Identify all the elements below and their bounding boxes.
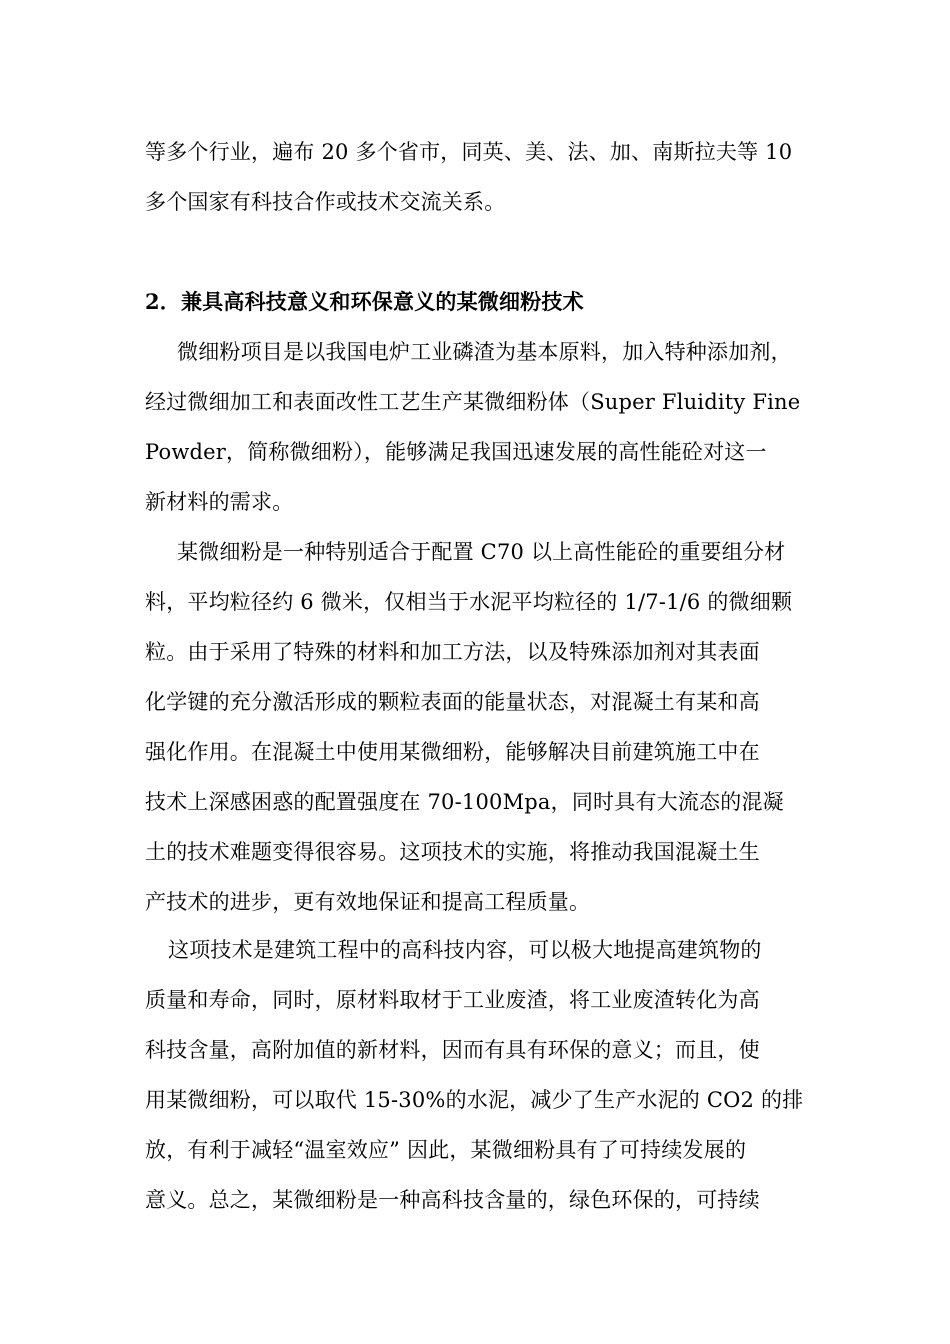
paragraph-line: 产技术的进步，更有效地保证和提高工程质量。: [145, 890, 591, 914]
paragraph-line: 质量和寿命，同时，原材料取材于工业废渣，将工业废渣转化为高: [145, 988, 760, 1012]
paragraph-line: 微细粉项目是以我国电炉工业磷渣为基本原料，加入特种添加剂，: [177, 340, 792, 364]
paragraph-line: 粒。由于采用了特殊的材料和加工方法，以及特殊添加剂对其表面: [145, 640, 760, 664]
paragraph-line: 强化作用。在混凝土中使用某微细粉，能够解决目前建筑施工中在: [145, 740, 760, 764]
paragraph-line: 经过微细加工和表面改性工艺生产某微细粉体（Super Fluidity Fine: [145, 390, 801, 414]
paragraph-line: 化学键的充分激活形成的颗粒表面的能量状态，对混凝土有某和高: [145, 690, 760, 714]
paragraph-line: 新材料的需求。: [145, 490, 294, 514]
paragraph-line: 科技含量，高附加值的新材料，因而有具有环保的意义；而且，使: [145, 1038, 760, 1062]
paragraph-line: 等多个行业，遍布 20 多个省市，同英、美、法、加、南斯拉夫等 10: [145, 140, 793, 164]
paragraph-line: 土的技术难题变得很容易。这项技术的实施，将推动我国混凝土生: [145, 840, 760, 864]
paragraph-line: 用某微细粉，可以取代 15-30%的水泥，减少了生产水泥的 CO2 的排: [145, 1088, 804, 1112]
paragraph-line: 放，有利于减轻“温室效应” 因此，某微细粉具有了可持续发展的: [145, 1138, 747, 1162]
paragraph-line: 技术上深感困惑的配置强度在 70-100Mpa，同时具有大流态的混凝: [145, 790, 784, 814]
section-heading: 2．兼具高科技意义和环保意义的某微细粉技术: [145, 289, 584, 314]
paragraph-line: 某微细粉是一种特别适合于配置 C70 以上高性能砼的重要组分材: [177, 540, 786, 564]
paragraph-line: 这项技术是建筑工程中的高科技内容，可以极大地提高建筑物的: [168, 938, 762, 962]
paragraph-line: 料，平均粒径约 6 微米，仅相当于水泥平均粒径的 1/7-1/6 的微细颗: [145, 590, 793, 614]
paragraph-line: Powder，简称微细粉），能够满足我国迅速发展的高性能砼对这一: [145, 440, 767, 464]
paragraph-line: 多个国家有科技合作或技术交流关系。: [145, 190, 506, 214]
paragraph-line: 意义。总之，某微细粉是一种高科技含量的，绿色环保的，可持续: [145, 1188, 760, 1212]
